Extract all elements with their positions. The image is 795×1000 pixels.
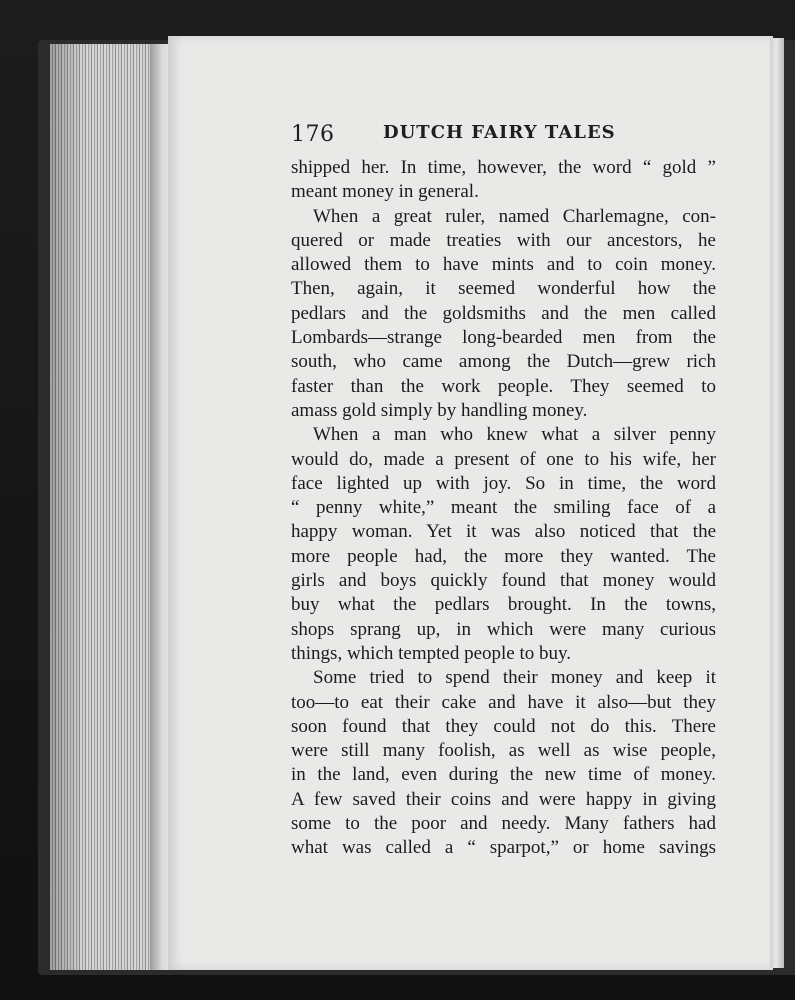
body-text xyxy=(291,156,716,861)
text-line: more people had, the more they wanted. The xyxy=(291,545,716,567)
text-line: meant money in general. xyxy=(291,181,479,203)
text-line: shipped her. In time, however, the word “ gold ” xyxy=(291,157,716,178)
text-line: When a great ruler, named Charlemagne, con- xyxy=(313,205,716,227)
text-line: Then, again, it seemed wonderful how the xyxy=(291,278,716,300)
text-line: When a man who knew what a silver penny xyxy=(313,424,716,446)
text-line: things, which tempted people to buy. xyxy=(291,642,572,664)
text-line: south, who came among the Dutch—grew rich xyxy=(291,351,716,373)
text-line: pedlars and the goldsmiths and the men called xyxy=(291,302,716,324)
book-gutter xyxy=(150,44,170,970)
running-head xyxy=(291,122,716,152)
text-line: buy what the pedlars brought. In the towns, xyxy=(291,594,716,616)
text-line: amass gold simply by handling money. xyxy=(291,399,588,421)
text-line: A few saved their coins and were happy in giving xyxy=(291,788,716,810)
text-line: allowed them to have mints and to coin money. xyxy=(291,254,716,276)
text-line: were still many foolish, as well as wise people, xyxy=(291,740,716,762)
text-line: girls and boys quickly found that money would xyxy=(291,570,716,592)
text-line: too—to eat their cake and have it also—but they xyxy=(291,691,716,713)
text-line: some to the poor and needy. Many fathers had xyxy=(291,813,716,835)
book-title: DUTCH FAIRY TALES xyxy=(383,122,616,143)
text-line: in the land, even during the new time of money. xyxy=(291,764,716,786)
text-line: faster than the work people. They seemed to xyxy=(291,375,716,397)
facing-page-edge xyxy=(770,38,784,968)
text-line: Some tried to spend their money and keep it xyxy=(313,667,716,689)
text-line: would do, made a present of one to his wife, her xyxy=(291,448,716,470)
page-number: 176 xyxy=(291,122,335,147)
text-line: shops sprang up, in which were many curious xyxy=(291,618,716,640)
text-line: “ penny white,” meant the smiling face of a xyxy=(291,497,716,519)
text-line: soon found that they could not do this. There xyxy=(291,715,716,737)
text-line: quered or made treaties with our ancestors, he xyxy=(291,229,716,251)
text-line: face lighted up with joy. So in time, the word xyxy=(291,472,716,494)
text-line: what was called a “ sparpot,” or home savings xyxy=(291,837,716,859)
text-line: Lombards—strange long-bearded men from the xyxy=(291,327,716,349)
text-line: happy woman. Yet it was also noticed that the xyxy=(291,521,716,543)
